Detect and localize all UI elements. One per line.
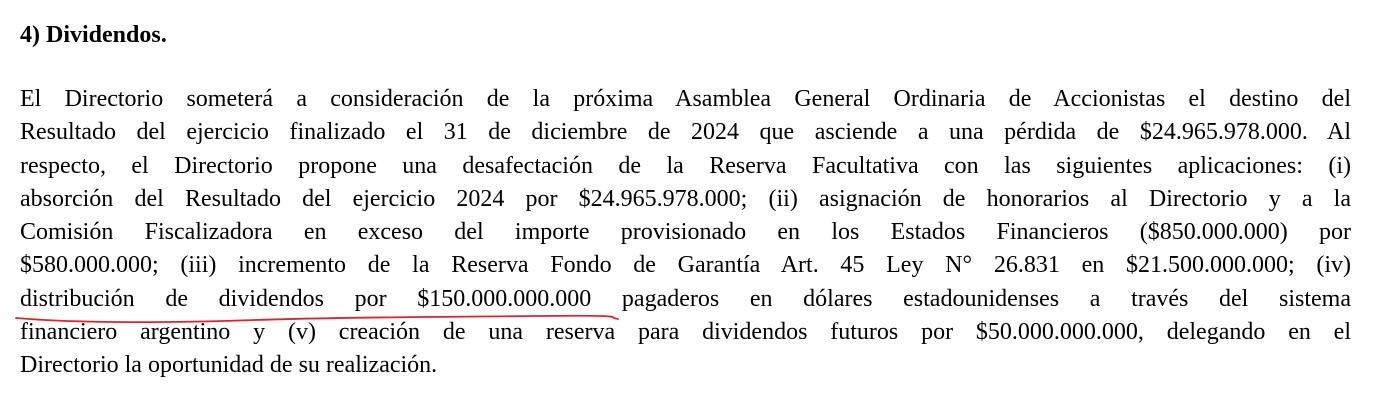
paragraph-line-5: Comisión Fiscalizadora en exceso del importe provisionado en los Estados Financieros ($850.000.000) por	[20, 219, 1351, 246]
paragraph-line-7	[20, 283, 1351, 316]
paragraph-line-4: absorción del Resultado del ejercicio 2024 por $24.965.978.000; (ii) asignación de honorarios al Directorio y a la	[20, 185, 1351, 212]
paragraph-line-6: $580.000.000; (iii) incremento de la Reserva Fondo de Garantía Art. 45 Ley N° 26.831 en $21.500.000.000; (iv)	[20, 252, 1351, 279]
section-heading: 4) Dividendos.	[20, 22, 167, 48]
document-section	[20, 18, 1351, 383]
paragraph-line-9: Directorio la oportunidad de su realización.	[20, 352, 438, 379]
paragraph-line-3: respecto, el Directorio propone una desafectación de la Reserva Facultativa con las siguientes aplicaciones: (i)	[20, 152, 1351, 179]
paragraph-line-2: Resultado del ejercicio finalizado el 31 de diciembre de 2024 que asciende a una pérdida de $24.965.978.000. Al	[20, 119, 1351, 146]
paragraph-line-8: financiero argentino y (v) creación de una reserva para dividendos futuros por $50.000.000.000, delegando en el	[20, 319, 1351, 346]
dividend-paragraph	[20, 83, 1351, 383]
line-7-remainder: pagaderos en dólares estadounidenses a través del sistema	[591, 285, 1351, 312]
underlined-dividend-phrase	[20, 286, 591, 312]
paragraph-line-1: El Directorio someterá a consideración de la próxima Asamblea General Ordinaria de Accionistas el destino del	[20, 86, 1351, 112]
highlighted-text: distribución de dividendos por $150.000.000.000	[20, 285, 592, 312]
